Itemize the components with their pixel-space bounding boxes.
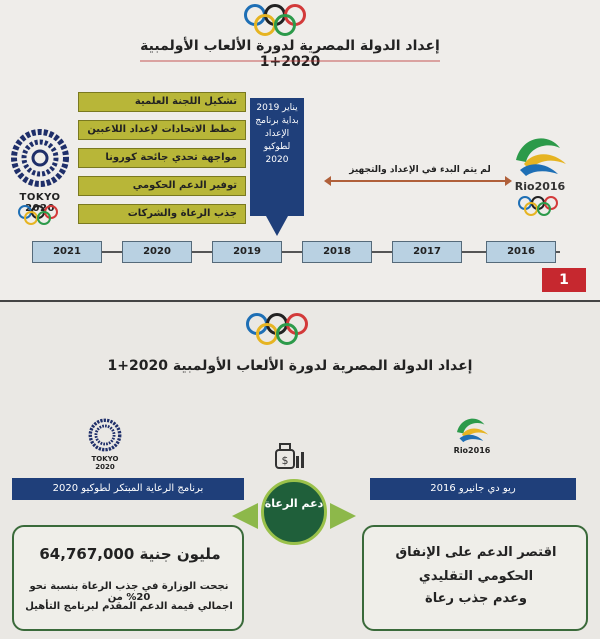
task-item: جذب الرعاة والشركات (78, 204, 246, 224)
task-item: خطط الاتحادات لإعداد اللاعبين (78, 120, 246, 140)
sponsor-support-circle: دعم الرعاة (261, 479, 327, 545)
svg-text:$: $ (281, 454, 289, 467)
rio-banner: ريو دي جانيرو 2016 (370, 478, 576, 500)
program-start-box: يناير 2019 بداية برنامج الإعداد لطوكيو 2020 (250, 98, 304, 216)
page-number-badge: 1 (542, 268, 586, 292)
rio-2016-emblem-icon (452, 413, 492, 445)
olympic-rings-small-icon (18, 205, 60, 225)
tokyo-2020-emblem-icon (88, 418, 122, 452)
timeline-year: 2017 (392, 241, 462, 263)
olympic-rings-icon (244, 4, 308, 34)
amount-description: نجحت الوزارة في جذب الرعاة بنسبة نحو 20% من (29, 581, 229, 603)
tokyo-2020-emblem-icon (10, 128, 70, 188)
tokyo-sponsorship-card (12, 525, 244, 631)
rio-support-card (362, 525, 588, 631)
tokyo-label: TOKYO 2020 (91, 455, 119, 471)
rio-label: Rio2016 (453, 446, 491, 455)
olympic-rings-icon (246, 313, 310, 343)
timeline-year: 2016 (486, 241, 556, 263)
not-started-note: لم يتم البدء في الإعداد والتجهيز (349, 165, 491, 175)
money-bag-icon (270, 436, 306, 472)
olympic-rings-small-icon (518, 196, 560, 216)
panel2-title: إعداد الدولة المصرية لدورة الألعاب الأولمبية 2020+1 (107, 358, 473, 374)
panel-sponsorship (0, 303, 600, 639)
down-arrow-icon (266, 216, 288, 236)
timeline-year: 2018 (302, 241, 372, 263)
rio-support-text: الحكومي التقليدي (418, 569, 534, 584)
sponsorship-amount: 64,767,000 مليون جنية (39, 545, 221, 563)
title-underline (140, 60, 440, 62)
task-item: توفير الدعم الحكومي (78, 176, 246, 196)
panel-divider (0, 300, 600, 302)
panel-timeline (0, 0, 600, 300)
panel1-title: إعداد الدولة المصرية لدورة الألعاب الأولمبية 2020+1 (140, 38, 440, 70)
task-item: تشكيل اللجنة العلمية (78, 92, 246, 112)
timeline-year: 2021 (32, 241, 102, 263)
rio-label: Rio2016 (514, 180, 566, 193)
amount-description: اجمالي قيمة الدعم المقدم لبرنامج التأهيل (25, 601, 233, 612)
timeline-year: 2019 (212, 241, 282, 263)
timeline-line (40, 251, 560, 253)
rio-support-text: وعدم جذب رعاة (425, 591, 527, 606)
rio-2016-emblem-icon (508, 130, 572, 180)
task-item: مواجهة تحدي جائحة كورونا (78, 148, 246, 168)
double-arrow-icon (330, 180, 506, 182)
arrow-right-icon (330, 503, 356, 529)
tokyo-sponsorship-banner: برنامج الرعاية المبتكر لطوكيو 2020 (12, 478, 244, 500)
task-list (78, 92, 246, 232)
timeline-year: 2020 (122, 241, 192, 263)
tokyo-label: TOKYO 2020 (19, 192, 61, 214)
rio-support-text: اقتصر الدعم على الإنفاق (395, 545, 557, 560)
